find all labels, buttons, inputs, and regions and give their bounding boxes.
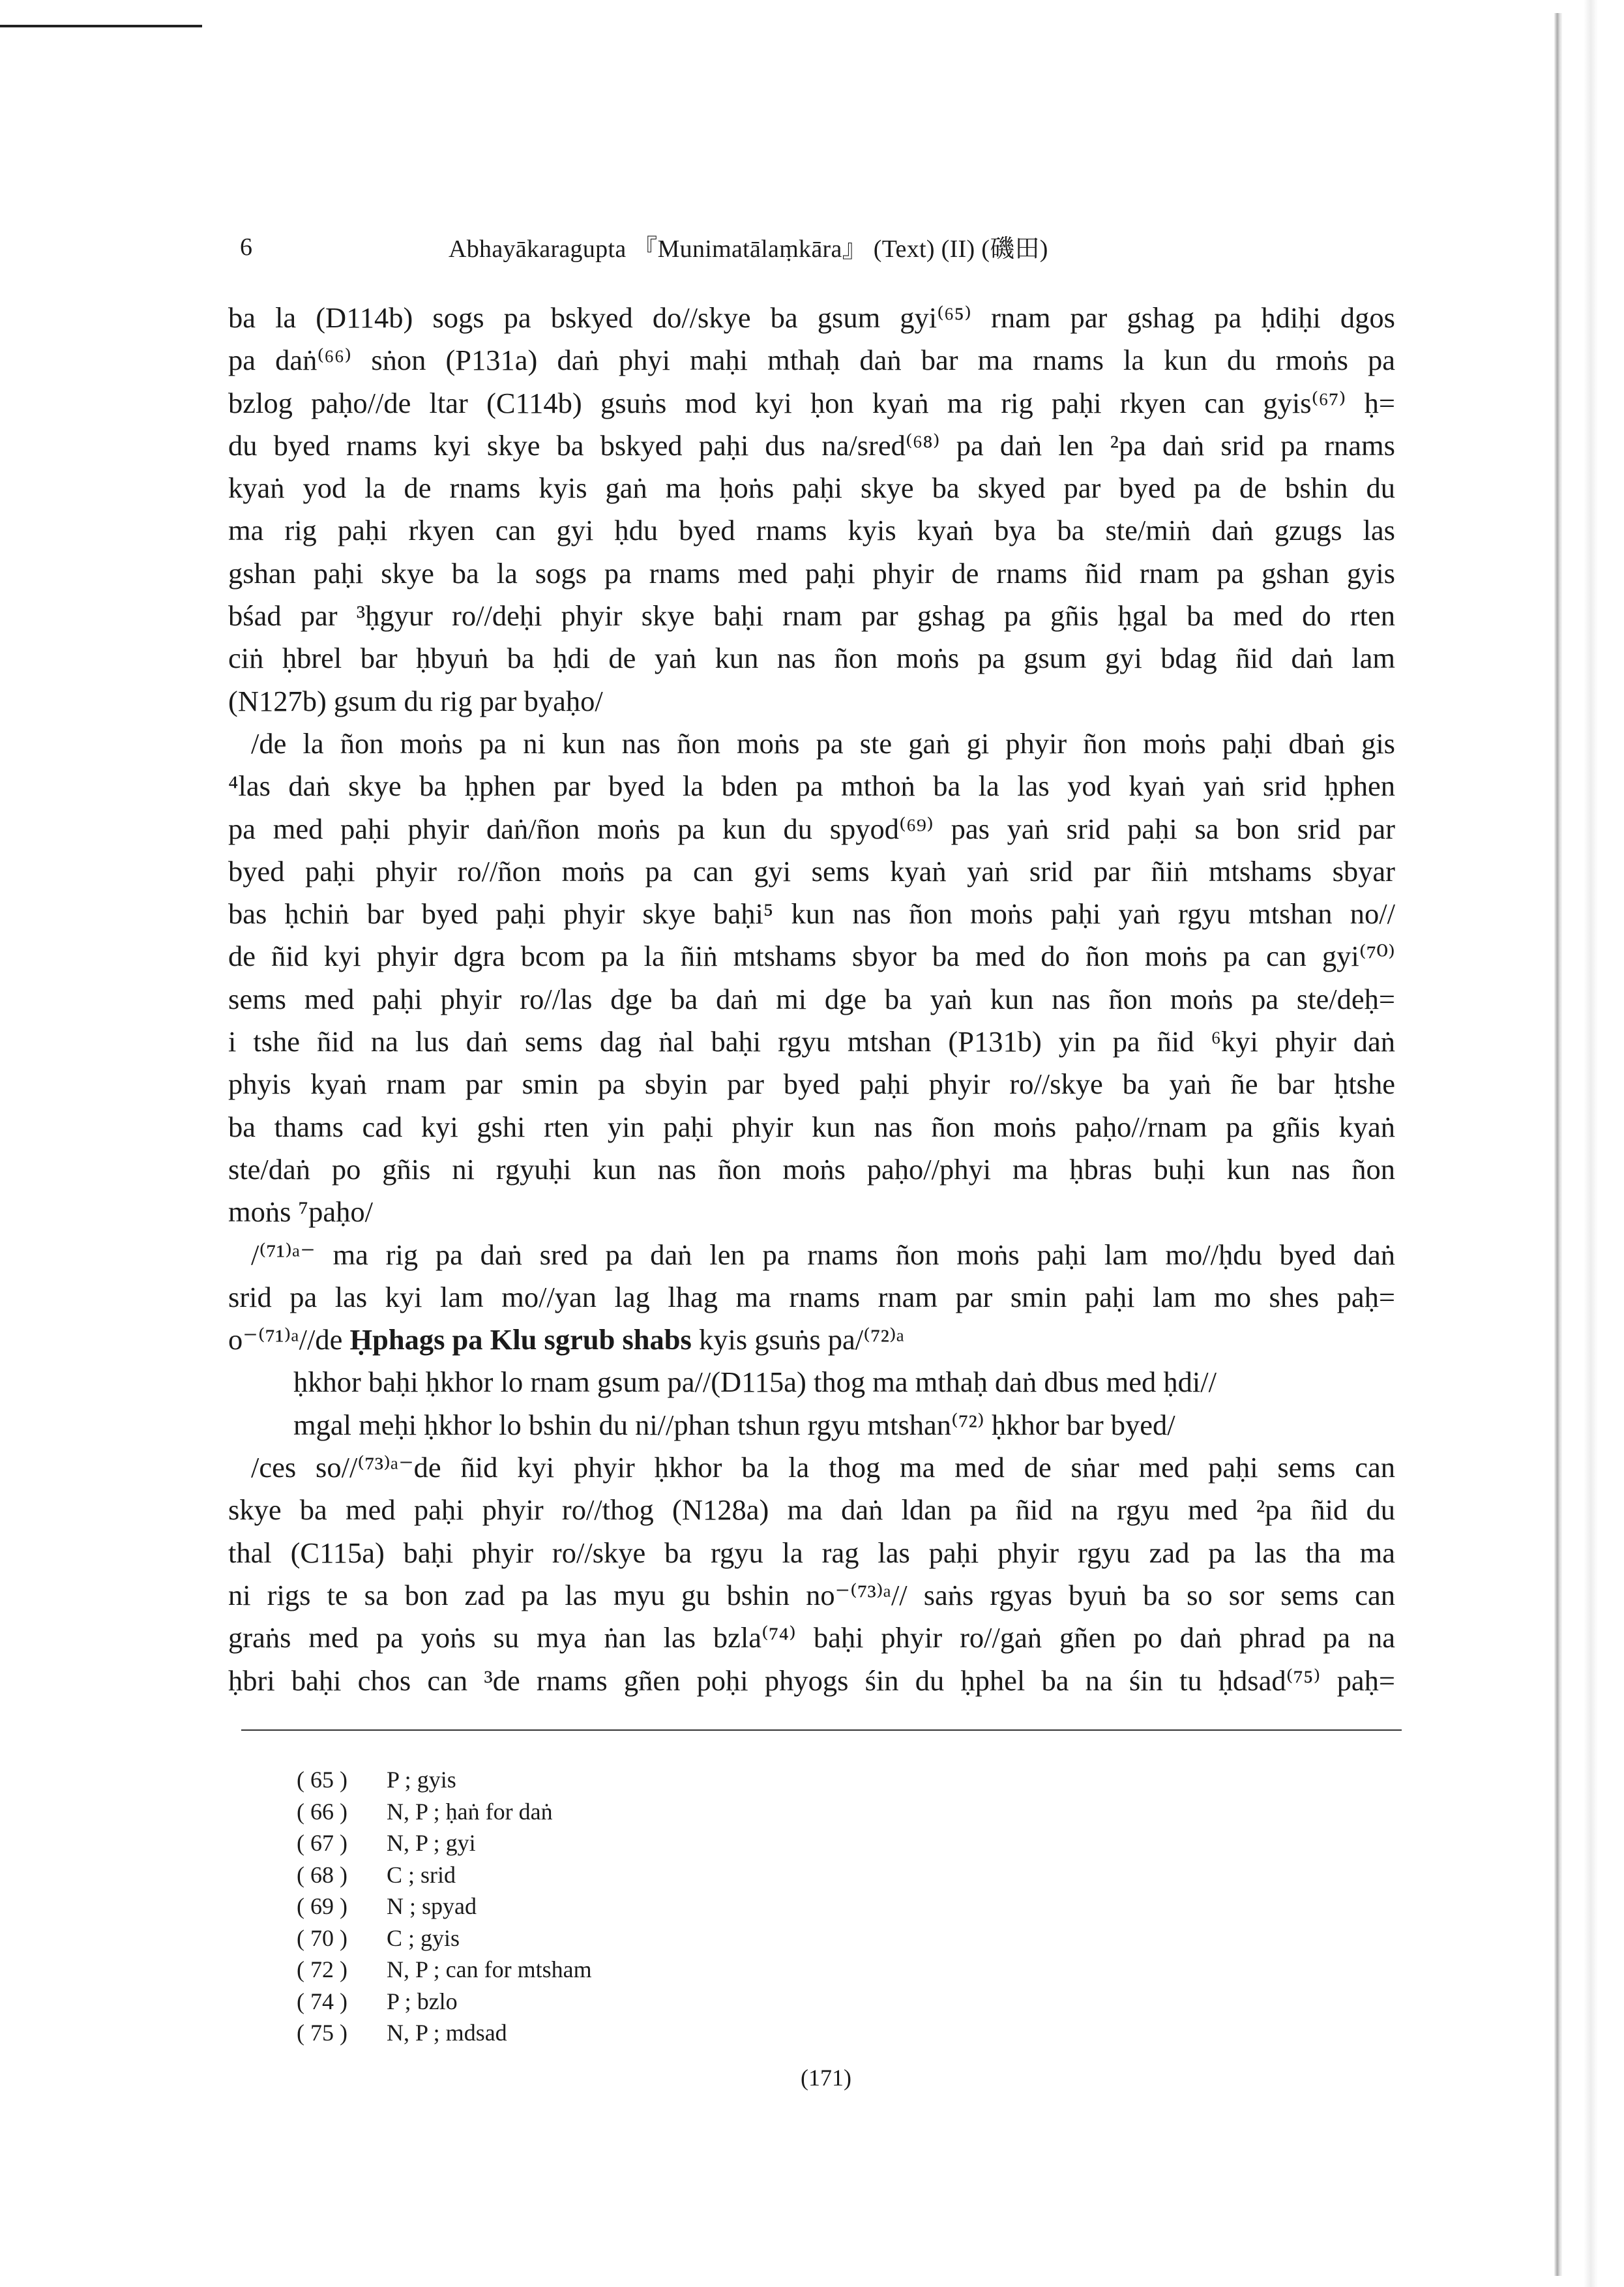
text-line: ⁴las daṅ skye ba ḥphen par byed la bden pa mthoṅ ba la las yod kyaṅ yaṅ srid ḥphen	[228, 770, 1395, 803]
text-line: ciṅ ḥbrel bar ḥbyuṅ ba ḥdi de yaṅ kun nas ñon moṅs pa gsum gyi bdag ñid daṅ lam	[228, 642, 1395, 675]
text-line: srid pa las kyi lam mo//yan lag lhag ma rnams rnam par smin paḥi lam mo shes paḥ=	[228, 1280, 1395, 1313]
running-title: Abhayākaragupta 『Munimatālaṃkāra』 (Text) (II) (磯田)	[449, 235, 1048, 263]
text-line: sems med paḥi phyir ro//las dge ba daṅ mi dge ba yaṅ kun nas ñon moṅs pa ste/deḥ=	[228, 982, 1395, 1015]
text-line: /ces so//⁽⁷³⁾ᵃ⁻de ñid kyi phyir ḥkhor ba la thog ma med de sṅar med paḥi sems can	[251, 1451, 1395, 1484]
footnote-number: ( 66 )	[297, 1798, 347, 1825]
footnote-text: N, P ; can for mtsham	[387, 1956, 592, 1982]
text-line	[228, 1319, 1395, 1361]
footnote-number: ( 74 )	[297, 1988, 347, 2014]
footnote-text: N ; spyad	[387, 1893, 477, 1919]
text-line: pa daṅ⁽⁶⁶⁾ sṅon (P131a) daṅ phyi maḥi mthaḥ daṅ bar ma rnams la kun du rmoṅs pa	[228, 344, 1395, 377]
text-line: graṅs med pa yoṅs su mya ṅan las bzla⁽⁷⁴⁾ baḥi phyir ro//gaṅ gñen po daṅ phrad pa na	[228, 1621, 1395, 1654]
footnote-number: ( 67 )	[297, 1830, 347, 1856]
page-edge-shadow	[1584, 0, 1598, 2287]
corner-rule	[0, 25, 202, 27]
text-line: ba la (D114b) sogs pa bskyed do//skye ba gsum gyi⁽⁶⁵⁾ rnam par gshag pa ḥdiḥi dgos	[228, 301, 1395, 334]
footnote	[297, 1827, 592, 1859]
text-line: moṅs ⁷paḥo/	[228, 1195, 373, 1229]
text-line: /⁽⁷¹⁾ᵃ⁻ ma rig pa daṅ sred pa daṅ len pa rnams ñon moṅs paḥi lam mo//ḥdu byed daṅ	[251, 1238, 1395, 1271]
verse-line: ḥkhor baḥi ḥkhor lo rnam gsum pa//(D115a) thog ma mthaḥ daṅ dbus med ḥdi//	[293, 1366, 1217, 1399]
text-line: skye ba med paḥi phyir ro//thog (N128a) ma daṅ ldan pa ñid na rgyu med ²pa ñid du	[228, 1493, 1395, 1527]
page-number: 6	[240, 233, 252, 261]
text-segment: kyis gsuṅs pa/⁽⁷²⁾ᵃ	[691, 1323, 905, 1356]
text-segment: o⁻⁽⁷¹⁾ᵃ//de	[228, 1323, 350, 1356]
footnote	[297, 1796, 592, 1828]
footnote	[297, 1764, 592, 1796]
text-line: ma rig paḥi rkyen can gyi ḥdu byed rnams kyis kyaṅ bya ba ste/miṅ daṅ gzugs las	[228, 514, 1395, 547]
footnote-text: C ; srid	[387, 1861, 456, 1888]
text-line: byed paḥi phyir ro//ñon moṅs pa can gyi sems kyaṅ yaṅ srid par ñiṅ mtshams sbyar	[228, 854, 1395, 888]
text-line: kyaṅ yod la de rnams kyis gaṅ ma ḥoṅs paḥi skye ba skyed par byed pa de bshin du	[228, 471, 1395, 505]
footnote-number: ( 68 )	[297, 1861, 347, 1888]
text-line: pa med paḥi phyir daṅ/ñon moṅs pa kun du spyod⁽⁶⁹⁾ pas yaṅ srid paḥi sa bon srid par	[228, 812, 1395, 845]
text-line: thal (C115a) baḥi phyir ro//skye ba rgyu la rag las paḥi phyir rgyu zad pa las tha ma	[228, 1536, 1395, 1569]
main-text	[228, 297, 1395, 1702]
binding-edge	[1554, 13, 1562, 2276]
verse-line: mgal meḥi ḥkhor lo bshin du ni//phan tshun rgyu mtshan⁽⁷²⁾ ḥkhor bar byed/	[293, 1408, 1175, 1441]
text-line: /de la ñon moṅs pa ni kun nas ñon moṅs pa ste gaṅ gi phyir ñon moṅs paḥi dbaṅ gis	[251, 726, 1395, 760]
footnote-number: ( 72 )	[297, 1956, 347, 1982]
text-line: bas ḥchiṅ bar byed paḥi phyir skye baḥi⁵ kun nas ñon moṅs paḥi yaṅ rgyu mtshan no//	[228, 897, 1395, 931]
text-line: gshan paḥi skye ba la sogs pa rnams med paḥi phyir de rnams ñid rnam pa gshan gyis	[228, 556, 1395, 590]
footnote-number: ( 65 )	[297, 1767, 347, 1793]
footnote	[297, 1891, 592, 1922]
folio-number: (171)	[801, 2065, 851, 2091]
footnote-text: N, P ; mdsad	[387, 2020, 507, 2046]
footnote-text: N, P ; ḥaṅ for daṅ	[387, 1798, 553, 1825]
text-line: ḥbri baḥi chos can ³de rnams gñen poḥi phyogs śin du ḥphel ba na śin tu ḥdsad⁽⁷⁵⁾ paḥ=	[228, 1664, 1395, 1697]
footnote-number: ( 69 )	[297, 1893, 347, 1919]
text-line: bśad par ³ḥgyur ro//deḥi phyir skye baḥi rnam par gshag pa gñis ḥgal ba med do rten	[228, 599, 1395, 633]
footnote	[297, 1859, 592, 1891]
text-line: bzlog paḥo//de ltar (C114b) gsuṅs mod kyi ḥon kyaṅ ma rig paḥi rkyen can gyis⁽⁶⁷⁾ ḥ=	[228, 386, 1395, 419]
footnote-separator	[241, 1729, 1402, 1731]
text-line: ba thams cad kyi gshi rten yin paḥi phyir kun nas ñon moṅs paḥo//rnam pa gñis kyaṅ	[228, 1110, 1395, 1143]
footnote-text: C ; gyis	[387, 1924, 460, 1951]
author-name: Ḥphags pa Klu sgrub shabs	[349, 1323, 692, 1356]
footnote	[297, 1922, 592, 1954]
footnote	[297, 1986, 592, 2018]
text-line: phyis kyaṅ rnam par smin pa sbyin par byed paḥi phyir ro//skye ba yaṅ ñe bar ḥtshe	[228, 1068, 1395, 1101]
footnotes	[297, 1764, 592, 2049]
footnote-text: P ; bzlo	[387, 1988, 458, 2014]
text-line: i tshe ñid na lus daṅ sems dag ṅal baḥi rgyu mtshan (P131b) yin pa ñid ⁶kyi phyir daṅ	[228, 1025, 1395, 1058]
text-line: (N127b) gsum du rig par byaḥo/	[228, 684, 603, 717]
footnote-number: ( 75 )	[297, 2020, 347, 2046]
footnote	[297, 2017, 592, 2049]
footnote-text: P ; gyis	[387, 1767, 456, 1793]
text-line: ste/daṅ po gñis ni rgyuḥi kun nas ñon moṅs paḥo//phyi ma ḥbras buḥi kun nas ñon	[228, 1152, 1395, 1186]
text-line: de ñid kyi phyir dgra bcom pa la ñiṅ mtshams sbyor ba med do ñon moṅs pa can gyi⁽⁷⁰⁾	[228, 940, 1395, 973]
footnote-text: N, P ; gyi	[387, 1830, 476, 1856]
footnote	[297, 1954, 592, 1986]
text-line: ni rigs te sa bon zad pa las myu gu bshin no⁻⁽⁷³⁾ᵃ// saṅs rgyas byuṅ ba so sor sems can	[228, 1578, 1395, 1611]
footnote-number: ( 70 )	[297, 1924, 347, 1951]
text-line: du byed rnams kyi skye ba bskyed paḥi dus na/sred⁽⁶⁸⁾ pa daṅ len ²pa daṅ srid pa rnams	[228, 428, 1395, 462]
